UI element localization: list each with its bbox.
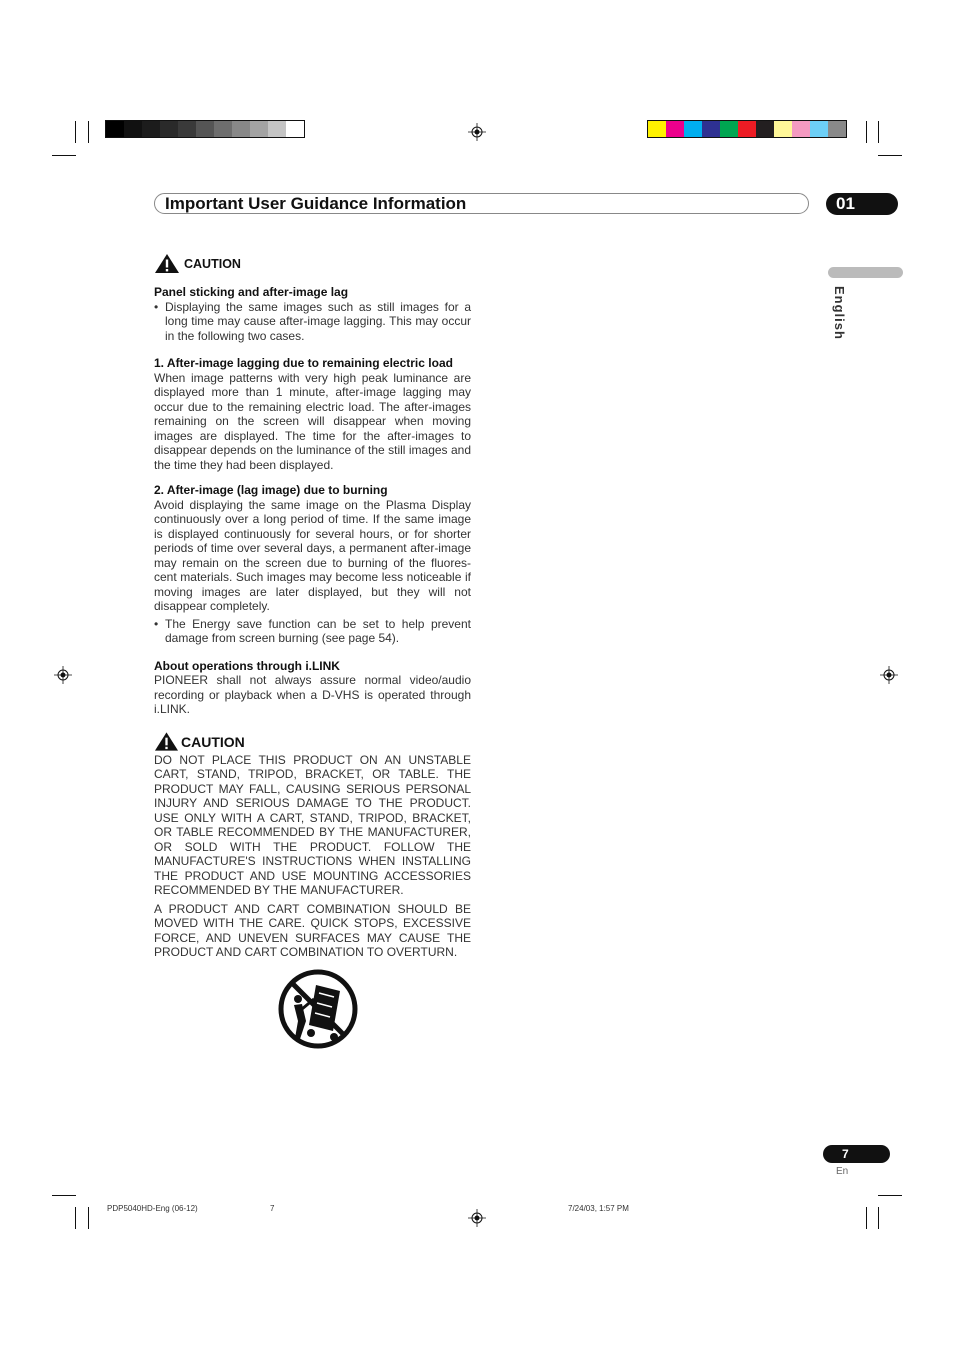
caution-block-1	[154, 253, 471, 274]
color-swatch	[250, 121, 268, 137]
language-tab	[828, 267, 903, 278]
chapter-badge: 01	[826, 193, 898, 215]
page-number-badge: 7	[823, 1145, 890, 1163]
item-heading: 2. After-image (lag image) due to burning	[154, 483, 388, 497]
registration-mark-icon	[54, 666, 72, 684]
caution-block-2	[154, 731, 471, 753]
caution-label: CAUTION	[184, 256, 241, 271]
color-swatch	[738, 121, 756, 137]
bullet-item: • The Energy save function can be set to help prevent damage from screen burning (see page 54).	[154, 616, 471, 645]
color-swatch	[232, 121, 250, 137]
caution-text: DO NOT PLACE THIS PRODUCT ON AN UNSTABLE CART, STAND, TRIPOD, BRACKET, OR TABLE. THE PRODUCT MAY FALL, CAUSING SERIOUS PERSONAL INJURY AND SERIOUS DAMAGE TO THE PRODUCT. USE ONLY WITH A CART, STAND, TRIPOD, BRACKET, OR TABLE RECOMMENDED BY THE MANUFACTURER, OR SOLD WITH THE PRODUCT. FOLLOW THE MANUFACTURE'S INSTRUCTIONS WHEN INSTALLING THE PRODUCT AND USE MOUNTING ACCESSORIES RECOMMENDED BY THE MANUFACTURER.	[154, 752, 471, 897]
registration-mark-icon	[468, 1209, 486, 1227]
language-label: English	[832, 286, 847, 340]
color-swatch	[648, 121, 666, 137]
item-text: When image patterns with very high peak luminance are displayed more than 1 minute, after-image lagging may occur due to the remaining electric load. The after-images remaining on the screen will disappear when moving images are displayed. The time for the after-images to disappear depends on the luminance of the still images and the time they had been displayed.	[154, 370, 471, 472]
warning-triangle-icon	[154, 253, 180, 274]
color-swatch	[792, 121, 810, 137]
color-swatch	[666, 121, 684, 137]
color-swatch	[214, 121, 232, 137]
caution-label: CAUTION	[181, 733, 245, 750]
item-heading: 1. After-image lagging due to remaining electric load	[154, 356, 453, 370]
color-calibration-bar	[647, 120, 847, 138]
content-column	[154, 253, 471, 960]
section-heading: About operations through i.LINK	[154, 658, 340, 673]
color-swatch	[142, 121, 160, 137]
caution-text: A PRODUCT AND CART COMBINATION SHOULD BE MOVED WITH THE CARE. QUICK STOPS, EXCESSIVE FORCE, AND UNEVEN SURFACES MAY CAUSE THE PRODUCT AND CART COMBINATION TO OVERTURN.	[154, 901, 471, 959]
page-title: Important User Guidance Information	[165, 194, 467, 213]
page-language-code: En	[836, 1166, 849, 1177]
registration-mark-icon	[468, 123, 486, 141]
color-swatch	[828, 121, 846, 137]
section-heading: Panel sticking and after-image lag	[154, 285, 349, 299]
color-swatch	[268, 121, 286, 137]
color-swatch	[684, 121, 702, 137]
color-swatch	[774, 121, 792, 137]
color-swatch	[160, 121, 178, 137]
bullet-text: Displaying the same images such as still images for a long time may cause after-image lagging. This may occur in the following two cases.	[165, 299, 471, 343]
registration-mark-icon	[880, 666, 898, 684]
bullet-item: • Displaying the same images such as still images for a long time may cause after-image lagging. This may occur in the following two cases.	[154, 299, 471, 343]
gray-calibration-bar	[105, 120, 305, 138]
item-text: Avoid displaying the same image on the Plasma Display continuously over a long period of time. If the same image is displayed continuously for several hours, or for shorter periods of time over several days, a permanent after-image may remain on the screen due to burning of the fluores-cent materials. Such images may become less noticeable if moving images are later displayed, but they will not disappear completely.	[154, 497, 471, 613]
section-text: PIONEER shall not always assure normal video/audio recording or playback when a D-VHS is operated through i.LINK.	[154, 673, 471, 716]
bullet-text: The Energy save function can be set to help prevent damage from screen burning (see page 54).	[165, 616, 471, 645]
color-swatch	[702, 121, 720, 137]
cart-tipover-warning-icon	[278, 969, 358, 1049]
color-swatch	[178, 121, 196, 137]
footer-page: 7	[270, 1204, 275, 1213]
warning-triangle-icon	[154, 731, 179, 752]
footer-date: 7/24/03, 1:57 PM	[568, 1204, 629, 1213]
color-swatch	[124, 121, 142, 137]
color-swatch	[756, 121, 774, 137]
color-swatch	[810, 121, 828, 137]
color-swatch	[106, 121, 124, 137]
color-swatch	[286, 121, 304, 137]
color-swatch	[720, 121, 738, 137]
color-swatch	[196, 121, 214, 137]
footer-filename: PDP5040HD-Eng (06-12)	[107, 1204, 198, 1213]
